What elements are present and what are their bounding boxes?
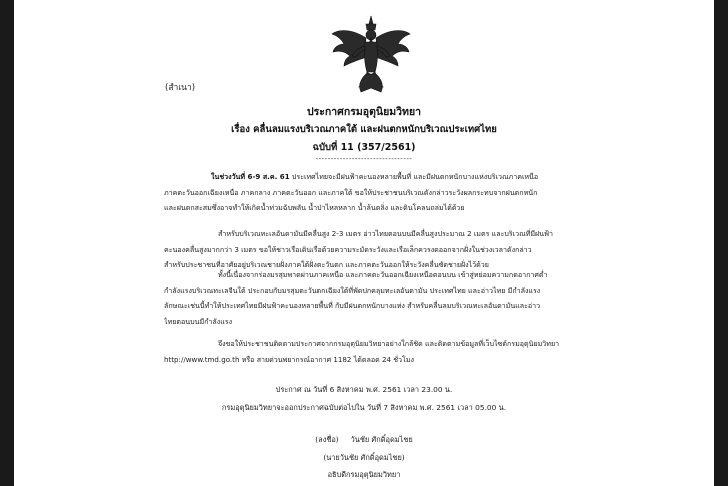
signatory-full-name: (นายวันชัย ศักดิ์อุดมไชย) [323, 453, 405, 462]
divider: -------------------------------- [315, 155, 413, 163]
paragraph-line: กำลังแรงบริเวณทะเลจีนใต้ ประกอบกับมรสุมตะวันตกเฉียงใต้ที่พัดปกคลุมทะเลอันดามัน ประเทศไทย และอ่าวไทย มีกำลังแรง [164, 285, 541, 295]
paragraph-line: คะนองคลื่นสูงมากกว่า 3 เมตร ขอให้ชาวเรือเดินเรือด้วยความระมัดระวังและเรือเล็กควรงดออกจากฝั่งในช่วงเวลาดังกล่าว [164, 244, 532, 254]
paragraph-advice [164, 336, 589, 367]
paragraph-line: และฝนตกสะสมซึ่งอาจทำให้เกิดน้ำท่วมฉับพลัน น้ำป่าไหลหลาก น้ำล้นตลิ่ง และดินโคลนถล่มได้ด้วย [164, 203, 465, 212]
garuda-emblem-icon [330, 14, 412, 94]
document-page [14, 0, 714, 486]
signed-name: วันชัย ศักดิ์อุดมไชย [350, 435, 413, 444]
paragraph-line: ทั้งนี้เนื่องจากร่องมรสุมพาดผ่านภาคเหนือ และภาคตะวันออกเฉียงเหนือตอนบน เข้าสู่หย่อมความกดอากาศต่ำ [218, 270, 548, 279]
paragraph-line: สำหรับบริเวณทะเลอันดามันมีคลื่นสูง 2-3 เมตร อ่าวไทยตอนบนมีคลื่นสูงประมาณ 2 เมตร และบริเวณที่มีฝนฟ้า [218, 229, 554, 238]
document-subject: เรื่อง คลื่นลมแรงบริเวณภาคใต้ และฝนตกหนักบริเวณประเทศไทย [231, 124, 497, 135]
paragraph-line: สำหรับประชาชนที่อาศัยอยู่บริเวณชายฝั่งภาคใต้ฝั่งตะวันตก และภาคตะวันออกให้ระวังคลื่นซัดชายฝั่งไว้ด้วย [164, 260, 489, 269]
paragraph-waves [164, 226, 589, 273]
paragraph-line [164, 169, 589, 185]
website-hotline-line: http://www.tmd.go.th หรือ สายด่วนพยากรณ์อากาศ 1182 ได้ตลอด 24 ชั่วโมง [164, 354, 414, 364]
copy-label: (สำเนา) [165, 83, 196, 93]
signature-line [14, 434, 714, 446]
paragraph-text: ประเทศไทยจะมีฝนฟ้าคะนองหลายพื้นที่ และมีฝนตกหนักบางแห่งบริเวณภาคเหนือ [289, 172, 539, 181]
signed-label: (ลงชื่อ) [315, 435, 339, 444]
document-title: ประกาศกรมอุตุนิยมวิทยา [306, 106, 422, 118]
date-range-lead: ในช่วงวันที่ 6-9 ส.ค. 61 [211, 172, 290, 181]
issue-number: ฉบับที่ 11 (357/2561) [312, 142, 416, 153]
paragraph-line: ลักษณะเช่นนี้ทำให้ประเทศไทยมีฝนฟ้าคะนองหลายพื้นที่ กับมีฝนตกหนักบางแห่ง สำหรับคลื่นลมบริเวณทะเลอันดามันและอ่าว [164, 301, 541, 310]
paragraph-forecast [164, 169, 589, 216]
signatory-position: อธิบดีกรมอุตุนิยมวิทยา [327, 470, 401, 479]
paragraph-cause [164, 267, 589, 329]
paragraph-line: ภาคตะวันออกเฉียงเหนือ ภาคกลาง ภาคตะวันออก และภาคใต้ ขอให้ประชาชนบริเวณดังกล่าวระวังผลกระทบจากฝนตกหนัก [164, 187, 538, 197]
paragraph-line: ไทยตอนบนมีกำลังแรง [164, 316, 233, 326]
paragraph-line: จึงขอให้ประชาชนติดตามประกาศจากกรมอุตุนิยมวิทยาอย่างใกล้ชิด และติดตามข้อมูลที่เว็บไซต์กรมอุตุนิยมวิทยา [218, 339, 560, 348]
next-issue-datetime: กรมอุตุนิยมวิทยาจะออกประกาศฉบับต่อไปใน วันที่ 7 สิงหาคม พ.ศ. 2561 เวลา 05.00 น. [221, 403, 507, 412]
issued-datetime: ประกาศ ณ วันที่ 6 สิงหาคม พ.ศ. 2561 เวลา 23.00 น. [275, 385, 453, 394]
